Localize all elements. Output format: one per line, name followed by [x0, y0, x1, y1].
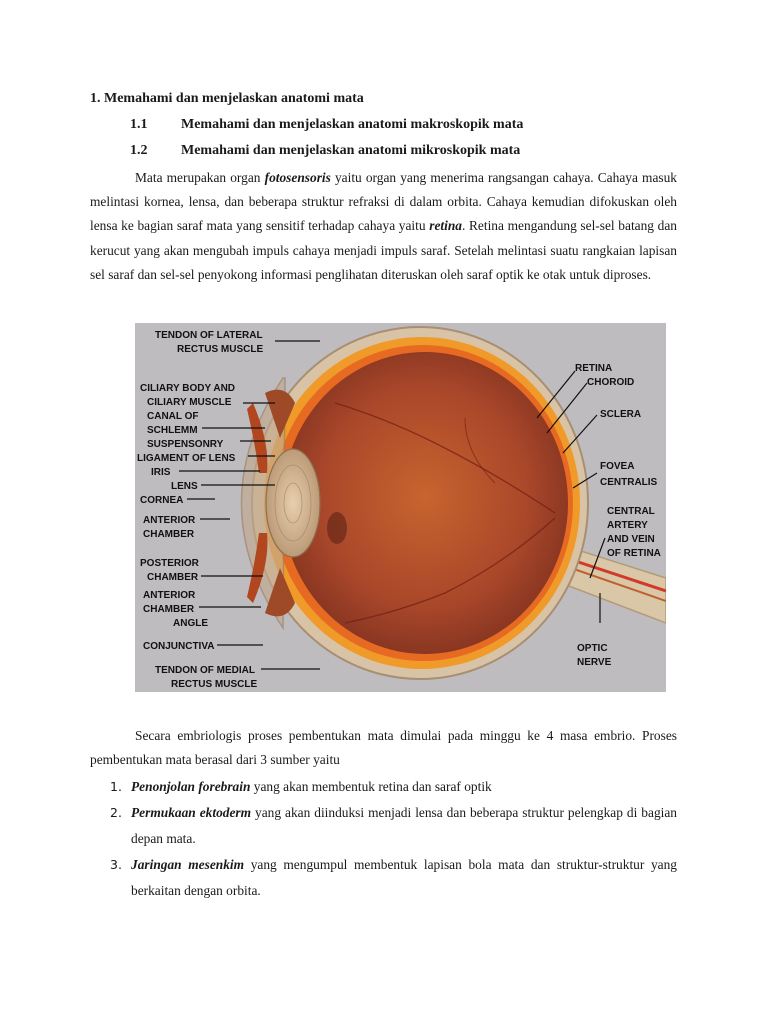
label-chamber-angle: CHAMBER [143, 604, 195, 615]
list-text: yang mengumpul membentuk lapisan bola mata dan struktur-struktur yang berkaitan dengan orbita. [131, 857, 677, 898]
label-optic-nerve: NERVE [577, 657, 612, 668]
label-optic-nerve: OPTIC [577, 643, 608, 654]
paragraph-embryology [90, 724, 677, 772]
list-text: yang akan diinduksi menjadi lensa dan beberapa struktur pelengkap di bagian depan mata. [131, 805, 677, 846]
list-number: 2. [110, 805, 122, 820]
subheading-number: 1.2 [130, 143, 148, 158]
subheading-1-2 [130, 143, 520, 159]
label-ciliary-body: CILIARY BODY AND [140, 383, 236, 394]
paragraph-anatomy [90, 166, 677, 287]
fovea-spot [327, 512, 347, 544]
label-tendon-medial: TENDON OF MEDIAL [155, 665, 255, 676]
label-anterior-chamber: CHAMBER [143, 529, 195, 540]
para-text: . Retina mengandung sel-sel batang dan kerucut yang akan mengubah impuls cahaya menjadi impuls saraf. Setelah melintasi suatu rangkaian lapisan sel saraf dan sel-sel penyokong informasi penglihatan diteruskan oleh saraf optik ke otak untuk diproses. [90, 218, 677, 282]
list-item [90, 852, 677, 904]
label-posterior-chamber: CHAMBER [147, 572, 199, 583]
label-chamber-angle: ANGLE [173, 618, 208, 629]
label-canal-schlemm: CANAL OF [147, 411, 199, 422]
eye-anatomy-diagram [135, 323, 666, 692]
label-tendon-lateral: TENDON OF LATERAL [155, 330, 263, 341]
list-term: Permukaan ektoderm [131, 805, 252, 820]
source-list [90, 774, 677, 904]
list-term: Jaringan mesenkim [131, 857, 245, 872]
list-item [90, 800, 677, 852]
list-number: 1. [110, 779, 122, 794]
term-fotosensoris: fotosensoris [264, 170, 331, 185]
label-tendon-lateral: RECTUS MUSCLE [177, 344, 264, 355]
term-retina: retina [429, 218, 462, 234]
subheading-1-1 [130, 117, 523, 133]
label-canal-schlemm: SCHLEMM [147, 425, 198, 436]
label-conjunctiva: CONJUNCTIVA [143, 641, 215, 652]
label-suspensory-ligament: LIGAMENT OF LENS [137, 453, 236, 464]
label-retina: RETINA [575, 363, 613, 374]
label-chamber-angle: ANTERIOR [143, 590, 196, 601]
label-iris: IRIS [151, 467, 171, 478]
label-central-artery: CENTRAL [607, 506, 655, 517]
vitreous-shape [282, 352, 568, 654]
label-suspensory: SUSPENSONRY [147, 439, 224, 450]
para-text: yaitu organ yang menerima rangsangan cahaya. Cahaya masuk melintasi kornea, lensa, dan beberapa struktur refraksi di dalam orbita. Cahaya kemudian difokuskan oleh lensa ke bagian saraf mata yang sensitif terhadap cahaya yaitu [90, 170, 677, 234]
label-sclera: SCLERA [600, 409, 642, 420]
label-central-vein: AND VEIN [607, 534, 655, 545]
label-fovea: FOVEA [600, 461, 635, 472]
label-fovea-centralis: CENTRALIS [600, 477, 658, 488]
label-ciliary-muscle: CILIARY MUSCLE [147, 397, 232, 408]
eye-cross-section-figure [135, 323, 666, 692]
para-text: Secara embriologis proses pembentukan mata dimulai pada minggu ke 4 masa embrio. Proses pembentukan mata berasal dari 3 sumber yaitu [90, 728, 677, 768]
label-posterior-chamber: POSTERIOR [140, 558, 199, 569]
list-item [90, 774, 677, 800]
section-heading: 1. Memahami dan menjelaskan anatomi mata [90, 91, 364, 106]
label-tendon-medial: RECTUS MUSCLE [171, 679, 258, 690]
label-cornea: CORNEA [140, 495, 184, 506]
subheading-number: 1.1 [130, 117, 148, 132]
label-central-artery: ARTERY [607, 520, 648, 531]
subheading-text: Memahami dan menjelaskan anatomi makroskopik mata [181, 117, 524, 132]
label-choroid: CHOROID [587, 377, 635, 388]
label-lens: LENS [171, 481, 198, 492]
para-text: Mata merupakan organ [135, 170, 265, 185]
list-number: 3. [110, 857, 122, 872]
list-text: yang akan membentuk retina dan saraf optik [250, 779, 492, 794]
label-central-vein: OF RETINA [607, 548, 661, 559]
label-anterior-chamber: ANTERIOR [143, 515, 196, 526]
subheading-text: Memahami dan menjelaskan anatomi mikroskopik mata [181, 143, 521, 158]
list-term: Penonjolan forebrain [131, 779, 251, 794]
